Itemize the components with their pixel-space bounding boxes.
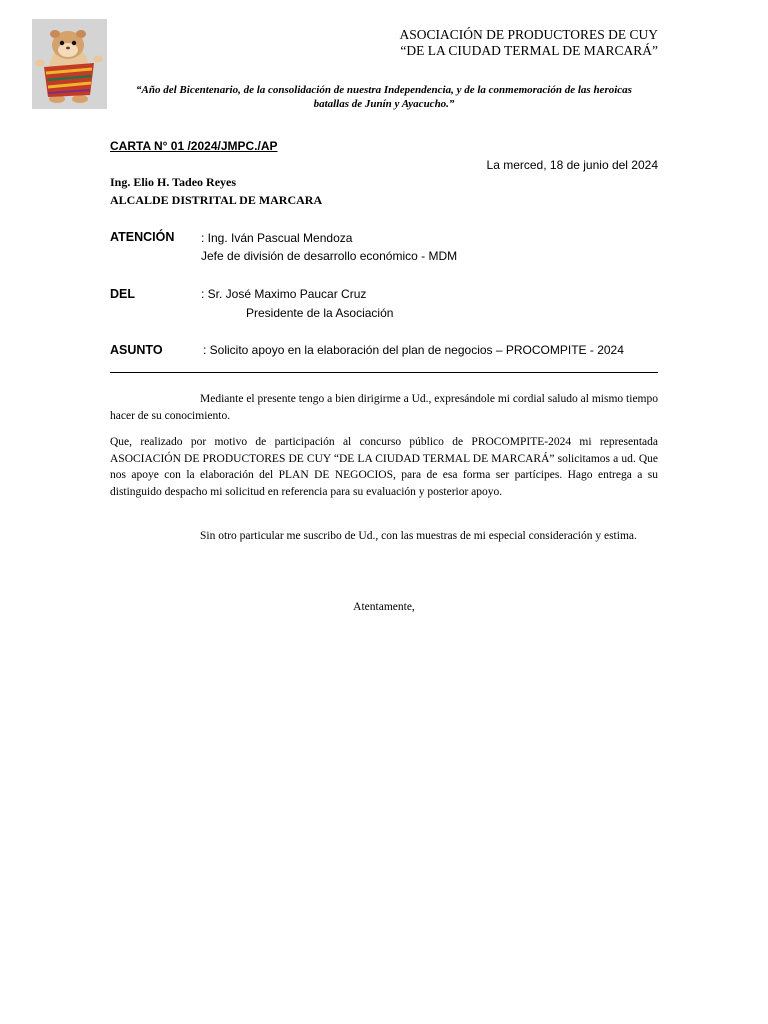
org-name-line1: ASOCIACIÓN DE PRODUCTORES DE CUY [399, 27, 658, 42]
guinea-pig-logo-icon [32, 19, 107, 109]
subject-label: ASUNTO [110, 343, 163, 357]
from-position: Presidente de la Asociación [246, 306, 394, 320]
from-label: DEL [110, 287, 135, 301]
body-paragraph-2: Que, realizado por motivo de participación al concurso público de PROCOMPITE-2024 mi representada ASOCIACIÓN DE PRODUCTORES DE CUY “DE LA CIUDAD TERMAL DE MARCARÁ” solicitamos a ud. Que nos apoye con la elaboración del PLAN DE NEGOCIOS, para de esa forma ser partícipes. Hago entrega a su distinguido despacho mi solicitud en referencia para su evaluación y posterior apoyo. [110, 436, 658, 498]
body-paragraph-3: Sin otro particular me suscribo de Ud., con las muestras de mi especial consideración y estima. [200, 530, 637, 542]
motto-line1: “Año del Bicentenario, de la consolidación de nuestra Independencia, y de la conmemoración de las heroicas [136, 84, 632, 96]
closing-salutation: Atentamente, [353, 601, 415, 613]
letter-reference: CARTA N° 01 /2024/JMPC./AP [110, 139, 278, 153]
from-name: : Sr. José Maximo Paucar Cruz [201, 287, 367, 301]
attention-name: : Ing. Iván Pascual Mendoza [201, 231, 353, 245]
subject-value: : Solicito apoyo en la elaboración del plan de negocios – PROCOMPITE - 2024 [203, 343, 624, 357]
body-paragraph-1: Mediante el presente tengo a bien dirigirme a Ud., expresándole mi cordial saludo al mismo tiempo hacer de su conocimiento. [110, 393, 658, 422]
recipient-title: ALCALDE DISTRITAL DE MARCARA [110, 193, 323, 207]
org-name-line2: “DE LA CIUDAD TERMAL DE MARCARÁ” [400, 43, 658, 58]
attention-label: ATENCIÓN [110, 230, 175, 244]
recipient-name: Ing. Elio H. Tadeo Reyes [110, 175, 237, 189]
year-motto [118, 84, 650, 111]
motto-line2: batallas de Junín y Ayacucho.” [313, 97, 455, 110]
separator-line [110, 372, 658, 373]
organization-header [399, 27, 658, 59]
letter-date: La merced, 18 de junio del 2024 [486, 158, 658, 172]
attention-position: Jefe de división de desarrollo económico - MDM [201, 249, 458, 263]
